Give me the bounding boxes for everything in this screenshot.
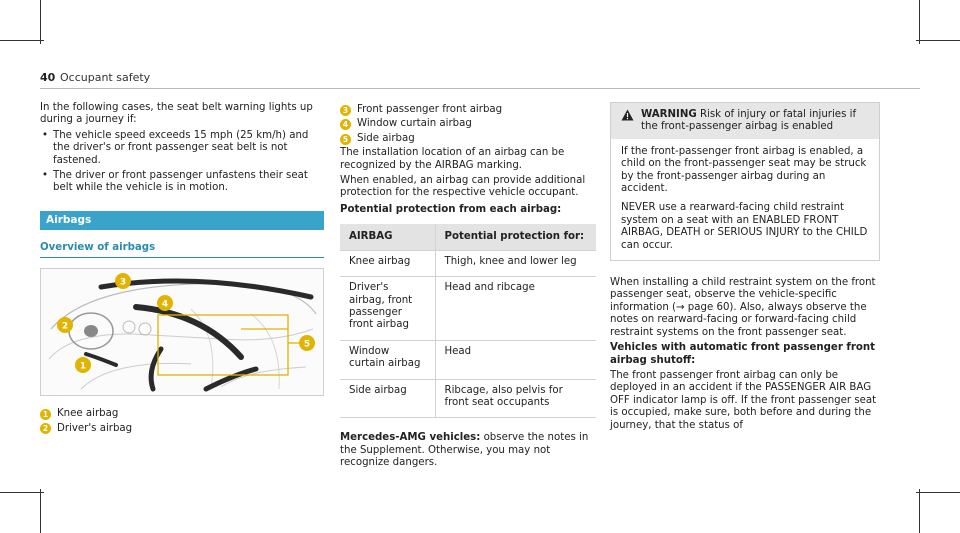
legend-label: Driver's airbag (57, 422, 133, 434)
crop-mark (919, 0, 920, 44)
paragraph: The front passenger front airbag can only be deployed in an accident if the PASSENGER AIR BAG OFF indicator lamp is off. If the front passenger seat is occupied, make sure, both before and during the journey, that the status of (610, 369, 877, 431)
svg-text:3: 3 (119, 277, 127, 288)
column-right (610, 102, 880, 435)
crop-mark (40, 489, 41, 533)
subheading-shutoff: Vehicles with automatic front passenger front airbag shutoff: (610, 342, 875, 366)
callout-badge (75, 357, 91, 373)
table-cell: Head and ribcage (435, 277, 596, 341)
warning-box (610, 102, 880, 261)
warning-header (611, 103, 879, 139)
crop-mark (40, 0, 41, 44)
warning-paragraph: If the front-passenger front airbag is enabled, a child on the front-passenger seat may be struck by the front-passenger airbag during an accident. (621, 145, 867, 195)
legend-label: Side airbag (357, 132, 415, 144)
table-heading: Potential protection from each airbag: (340, 203, 562, 215)
callout-badge (299, 335, 315, 351)
table-header: Potential protection for: (435, 224, 596, 250)
airbag-illustration (40, 268, 324, 396)
warning-title: Risk of injury or fatal injuries if the front-passenger airbag is enabled (641, 109, 857, 133)
column-left (40, 102, 324, 435)
crop-mark (0, 40, 44, 41)
crop-mark (916, 492, 960, 493)
airbag-protection-table (340, 224, 596, 418)
bullet-item: • The vehicle speed exceeds 15 mph (25 km/h) and the driver's or front passenger seat belt is not fastened. (40, 130, 324, 167)
amg-note (340, 432, 596, 469)
svg-text:2: 2 (61, 321, 69, 332)
subheading-overview: Overview of airbags (40, 242, 324, 258)
legend-item (40, 423, 324, 435)
table-cell: Side airbag (340, 379, 435, 418)
legend-label: Front passenger front airbag (357, 104, 503, 115)
legend-badge: 4 (340, 119, 351, 130)
crop-mark (919, 489, 920, 533)
section-bar-airbags: Airbags (40, 211, 324, 230)
warning-triangle-icon (621, 109, 634, 125)
legend-label: Window curtain airbag (357, 118, 472, 130)
legend-badge: 2 (40, 423, 51, 434)
bullet-item: • The driver or front passenger unfastens their seat belt while the vehicle is in motion. (40, 170, 324, 195)
crop-mark (0, 492, 44, 493)
table-row (340, 277, 596, 341)
table-cell: Window curtain airbag (340, 340, 435, 379)
legend-item (340, 133, 596, 145)
warning-body (611, 139, 879, 260)
table-cell: Driver's airbag, front passenger front airbag (340, 277, 435, 341)
paragraph: The installation location of an airbag can be recognized by the AIRBAG marking. (340, 147, 565, 171)
airbag-diagram (41, 269, 323, 395)
legend-item (40, 408, 324, 420)
column-middle (340, 102, 596, 473)
callout-badge (57, 317, 73, 333)
table-cell: Knee airbag (340, 250, 435, 276)
svg-text:1: 1 (79, 361, 87, 372)
paragraph: When installing a child restraint system on the front passenger seat, observe the vehicle-specific information (→ page 60). Also, always observe the notes on rearward-facing or forward-facing child restraint systems on the front passenger seat. (610, 277, 876, 338)
callout-badge (115, 273, 131, 289)
legend-item (340, 118, 596, 130)
section-title-header: Occupant safety (60, 71, 151, 84)
legend-badge: 5 (340, 134, 351, 145)
paragraph: When enabled, an airbag can provide additional protection for the respective vehicle occupant. (340, 175, 586, 199)
amg-text: observe the notes in the Supplement. Otherwise, you may not recognize dangers. (340, 432, 589, 469)
svg-text:4: 4 (161, 299, 169, 310)
svg-text:5: 5 (303, 339, 311, 350)
table-cell: Head (435, 340, 596, 379)
legend-badge: 3 (340, 105, 351, 116)
amg-label: Mercedes-AMG vehicles: (340, 432, 481, 444)
legend-badge: 1 (40, 409, 51, 420)
table-row (340, 379, 596, 418)
table-header: AIRBAG (340, 224, 435, 250)
page-number: 40 (40, 71, 56, 84)
header-rule (40, 88, 920, 89)
table-cell: Ribcage, also pelvis for front seat occupants (435, 379, 596, 418)
warning-label: WARNING (641, 109, 697, 120)
legend-label: Knee airbag (57, 408, 119, 420)
intro-text: In the following cases, the seat belt warning lights up during a journey if: (40, 102, 313, 126)
table-row (340, 250, 596, 276)
crop-mark (916, 40, 960, 41)
warning-paragraph: NEVER use a rearward-facing child restraint system on a seat with an ENABLED FRONT AIRBAG, DEATH or SERIOUS INJURY to the CHILD can occur. (621, 202, 868, 251)
legend-item (340, 104, 596, 116)
callout-badge (157, 295, 173, 311)
table-cell: Thigh, knee and lower leg (435, 250, 596, 276)
table-row (340, 340, 596, 379)
